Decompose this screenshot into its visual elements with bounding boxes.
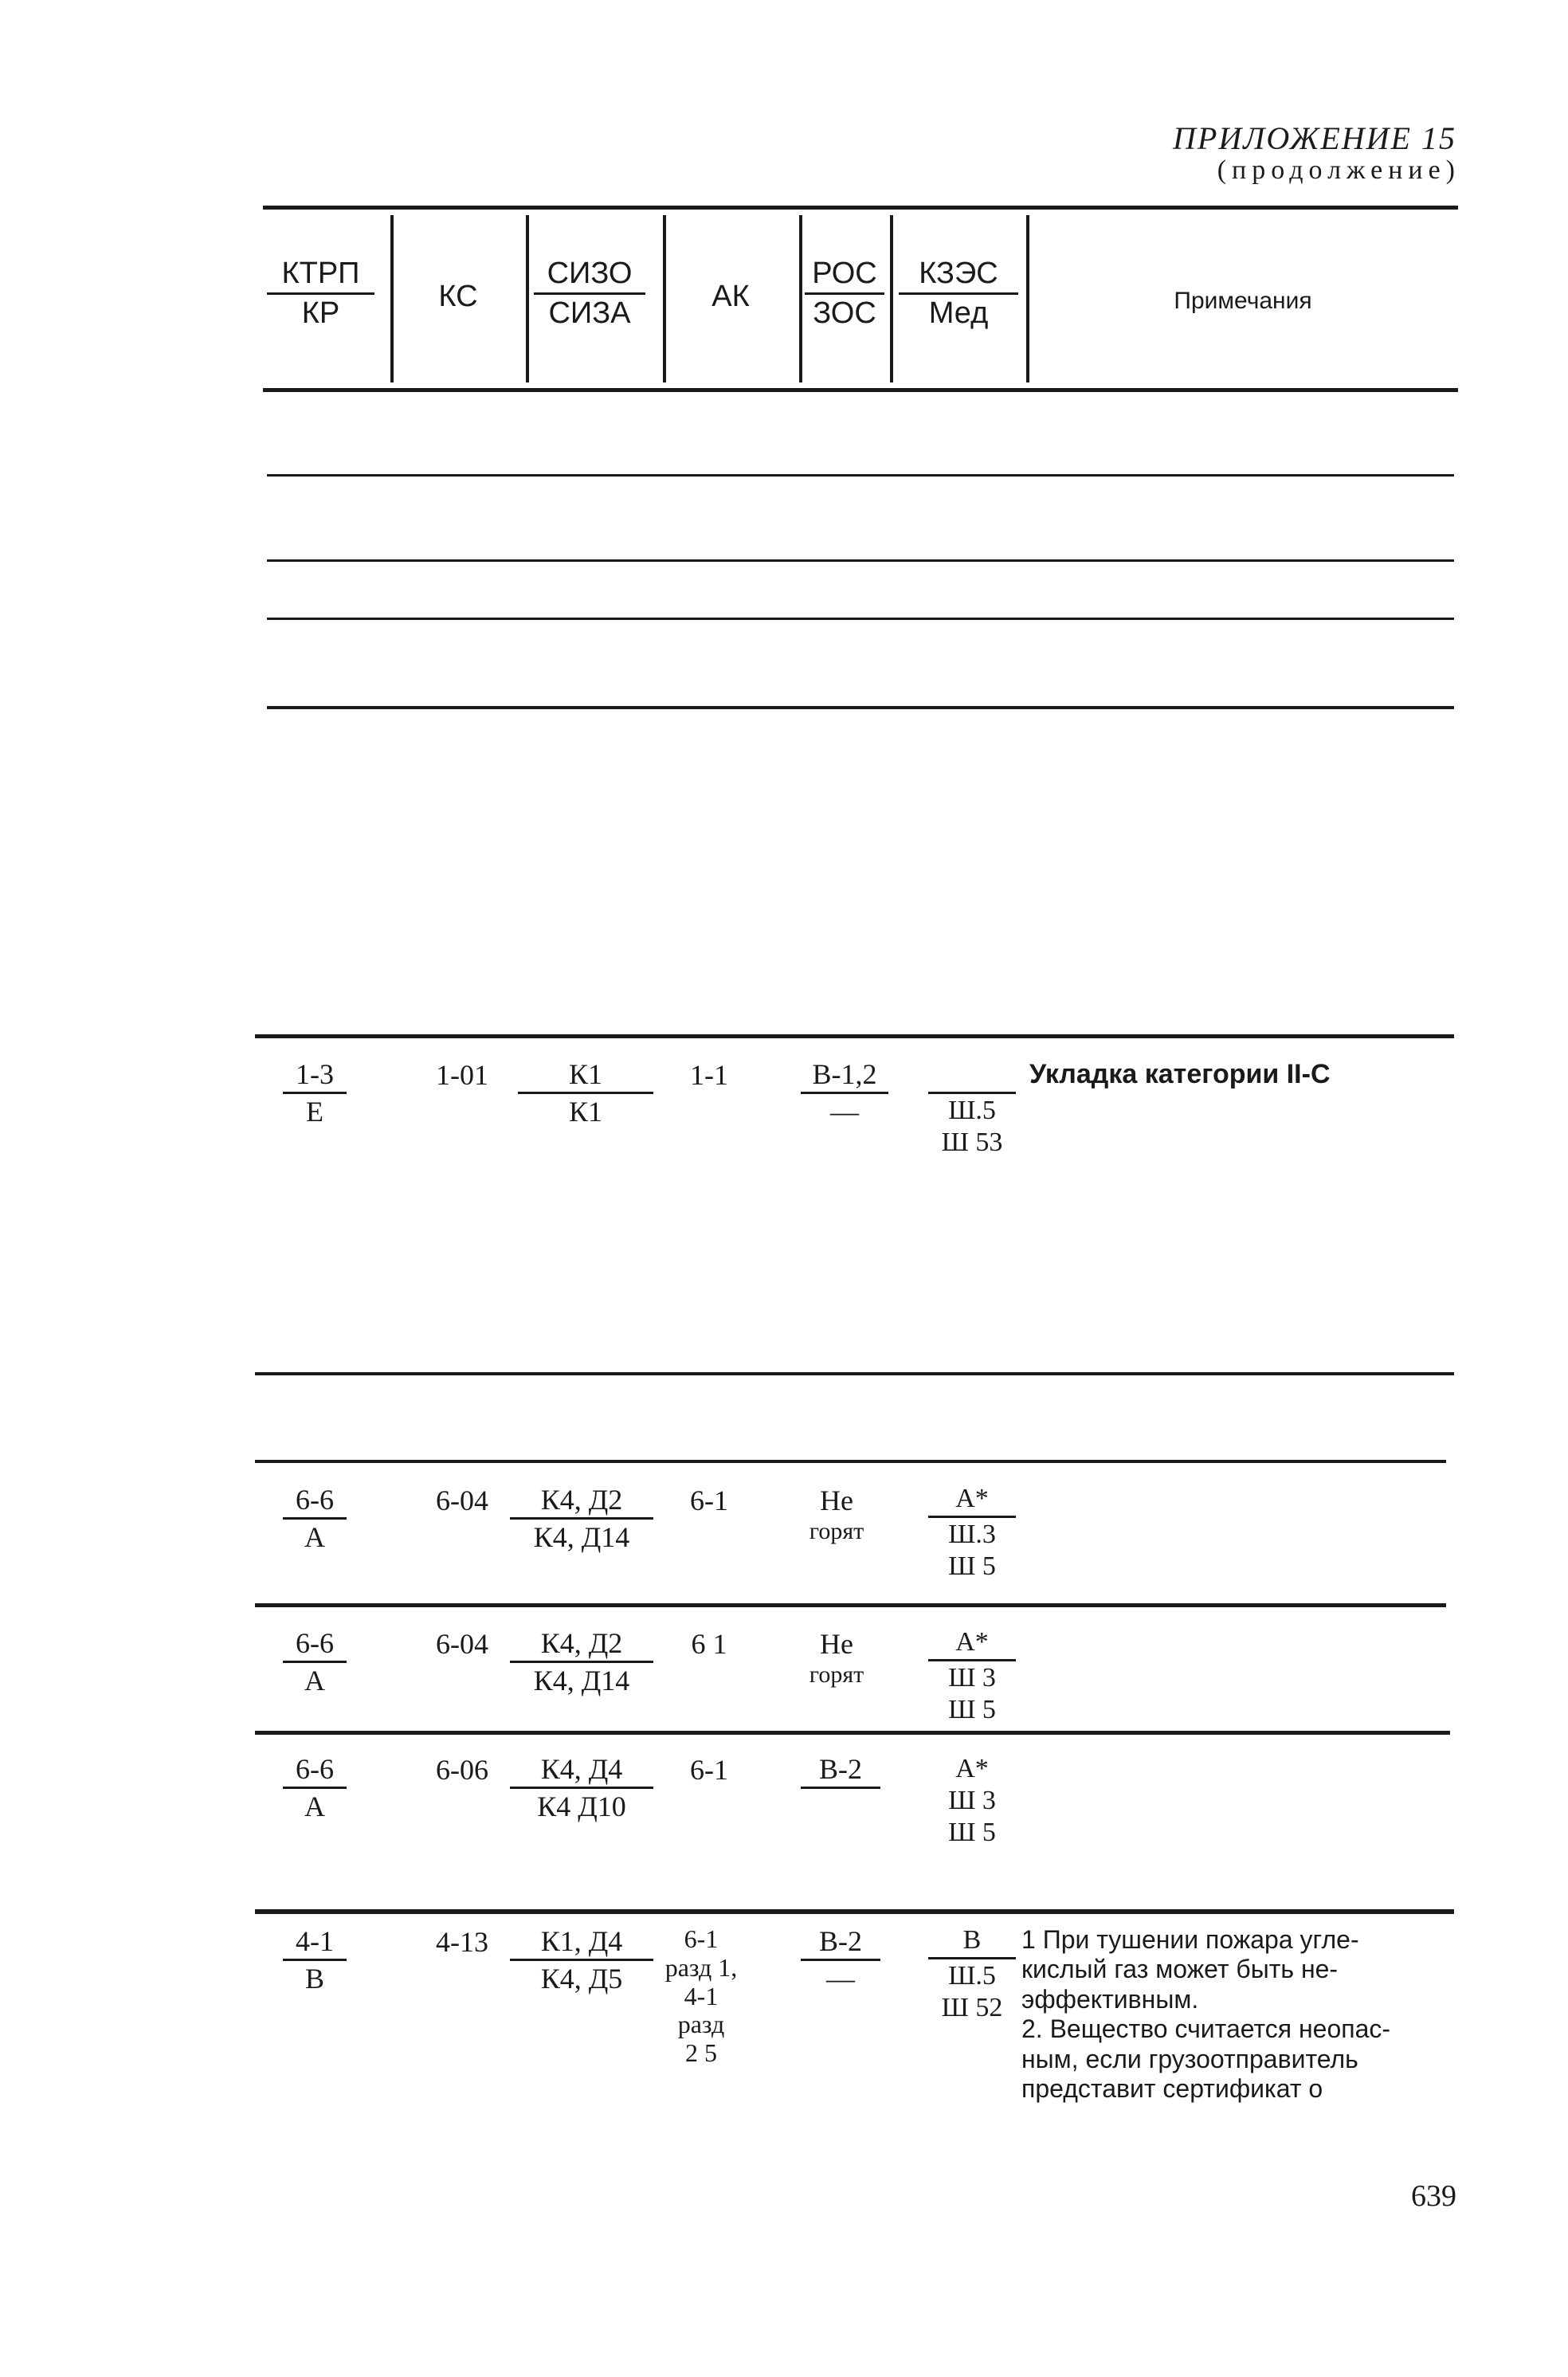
col-header-sizo-bottom: СИЗА <box>548 296 631 330</box>
row4-ros-top: В-2 <box>801 1753 880 1789</box>
col-divider <box>890 215 893 382</box>
section-rule <box>255 1460 1446 1463</box>
appendix-subtitle: (продолжение) <box>1217 155 1460 185</box>
row5-ak-line: разд <box>677 2010 725 2039</box>
row5-ks: 4-13 <box>436 1926 488 1958</box>
row4-sizo <box>510 1753 653 1823</box>
row1-kzes-bottom: Ш.5 <box>948 1096 996 1125</box>
col-header-sizo-top: СИЗО <box>534 257 645 295</box>
table-top-rule <box>263 206 1458 210</box>
col-header-kzes-top: КЗЭС <box>899 257 1018 295</box>
row1-kzes <box>928 1058 1016 1158</box>
row2-ktrp <box>283 1484 347 1554</box>
row5-ktrp-top: 4-1 <box>283 1925 347 1961</box>
row3-ktrp <box>283 1627 347 1697</box>
row5-ak-line: 4-1 <box>684 1981 719 2010</box>
row-top-rule <box>255 1034 1454 1038</box>
col-divider <box>390 215 394 382</box>
row1-sizo-top: К1 <box>518 1058 653 1094</box>
row5-ktrp-bottom: В <box>304 1963 324 1995</box>
col-header-ktrp-top: КТРП <box>267 257 374 295</box>
row2-ak: 6-1 <box>690 1485 728 1516</box>
col-header-ros-top: РОС <box>805 257 884 295</box>
row3-ak: 6 1 <box>691 1628 727 1660</box>
empty-row-rule <box>267 559 1454 562</box>
row2-sizo-bottom: К4, Д14 <box>533 1521 630 1554</box>
row-top-rule <box>255 1603 1446 1607</box>
row1-kzes-extra: Ш 53 <box>941 1128 1003 1158</box>
empty-row-rule <box>267 706 1454 709</box>
row2-ros <box>789 1484 884 1546</box>
row2-kzes-top: А* <box>928 1484 1016 1518</box>
appendix-title: ПРИЛОЖЕНИЕ 15 <box>1173 120 1456 156</box>
row1-ros <box>801 1058 888 1128</box>
row5-ros-top: В-2 <box>801 1925 880 1961</box>
row5-ktrp <box>283 1925 347 1995</box>
row1-sizo-bottom: К1 <box>568 1096 602 1128</box>
row4-ros-bottom <box>801 1789 880 1791</box>
row3-ks: 6-04 <box>436 1628 488 1660</box>
row4-ak: 6-1 <box>690 1754 728 1786</box>
col-header-ks: КС <box>438 280 478 313</box>
row5-kzes-bottom: Ш.5 <box>948 1961 996 1991</box>
row3-kzes-top: А* <box>928 1627 1016 1661</box>
row2-ktrp-top: 6-6 <box>283 1484 347 1520</box>
table-header-bottom-rule <box>263 388 1458 392</box>
row3-ros-top: Не <box>820 1628 853 1660</box>
row5-note-line: эффективным. <box>1021 1984 1199 2014</box>
row4-ks: 6-06 <box>436 1754 488 1786</box>
row1-notes: Укладка категории II-С <box>1029 1059 1331 1089</box>
row5-note-line: 2. Вещество считается неопас- <box>1021 2014 1391 2044</box>
row3-ktrp-bottom: А <box>304 1665 325 1697</box>
row1-ros-top: В-1,2 <box>801 1058 888 1094</box>
row3-ros-bottom: горят <box>809 1661 864 1689</box>
row4-ros <box>801 1753 880 1791</box>
row5-ak-line: 2 5 <box>685 2038 717 2068</box>
col-header-notes: Примечания <box>1174 288 1312 314</box>
row-top-rule <box>255 1731 1450 1735</box>
row4-kzes-extra: Ш 5 <box>948 1818 996 1848</box>
row5-ros <box>801 1925 880 1995</box>
row3-sizo-top: К4, Д2 <box>510 1627 653 1663</box>
row4-sizo-bottom: К4 Д10 <box>537 1791 626 1823</box>
row2-sizo-top: К4, Д2 <box>510 1484 653 1520</box>
row5-ak-line: 6-1 <box>684 1924 719 1953</box>
row2-ks: 6-04 <box>436 1485 488 1516</box>
col-divider <box>799 215 802 382</box>
col-header-sizo <box>534 257 645 330</box>
row5-sizo-top: К1, Д4 <box>510 1925 653 1961</box>
row5-sizo-bottom: К4, Д5 <box>540 1963 623 1995</box>
row5-note-line: ным, если грузоотправитель <box>1021 2044 1358 2073</box>
row4-ktrp <box>283 1753 347 1823</box>
col-header-ak: АК <box>711 280 750 313</box>
row1-sizo <box>518 1058 653 1128</box>
row-top-rule <box>255 1909 1454 1914</box>
row3-kzes-extra: Ш 5 <box>948 1695 996 1725</box>
row5-notes <box>1021 1925 1468 2104</box>
row2-kzes <box>928 1484 1016 1582</box>
row3-ros <box>789 1627 884 1689</box>
row5-ak-line: разд 1, <box>664 1952 738 1982</box>
row4-ktrp-bottom: А <box>304 1791 325 1823</box>
row1-ktrp <box>283 1058 347 1128</box>
row2-kzes-extra: Ш 5 <box>948 1551 996 1582</box>
row2-sizo <box>510 1484 653 1554</box>
row5-note-line: представит сертификат о <box>1021 2074 1323 2104</box>
row1-ks: 1-01 <box>436 1059 488 1091</box>
row3-sizo <box>510 1627 653 1697</box>
row5-kzes <box>928 1925 1016 2023</box>
col-header-ros-bottom: ЗОС <box>813 296 876 330</box>
col-header-ros <box>805 257 884 330</box>
section-rule <box>255 1372 1454 1375</box>
col-header-kzes-bottom: Мед <box>928 296 989 330</box>
row1-ak: 1-1 <box>690 1059 728 1091</box>
page-number: 639 <box>1411 2179 1456 2213</box>
col-divider <box>663 215 666 382</box>
row5-sizo <box>510 1925 653 1995</box>
col-header-ktrp-bottom: КР <box>301 296 340 330</box>
row1-ktrp-bottom: Е <box>306 1096 323 1128</box>
row4-kzes <box>928 1753 1016 1849</box>
row1-kzes-top <box>928 1058 1016 1094</box>
row1-ros-bottom: — <box>830 1096 859 1128</box>
row1-ktrp-top: 1-3 <box>283 1058 347 1094</box>
row3-sizo-bottom: К4, Д14 <box>533 1665 630 1697</box>
row2-ros-top: Не <box>820 1485 853 1516</box>
row5-note-line: кислый газ может быть не- <box>1021 1955 1339 1984</box>
col-header-kzes <box>899 257 1018 330</box>
row4-sizo-top: К4, Д4 <box>510 1753 653 1789</box>
col-divider <box>526 215 529 382</box>
row3-ktrp-top: 6-6 <box>283 1627 347 1663</box>
row2-ros-bottom: горят <box>809 1518 864 1545</box>
row5-kzes-top: В <box>928 1925 1016 1959</box>
row2-kzes-bottom: Ш.3 <box>948 1520 996 1550</box>
row5-ak <box>641 1925 761 2068</box>
col-divider <box>1026 215 1029 382</box>
col-header-ktrp <box>267 257 374 330</box>
row5-ros-bottom: — <box>826 1963 855 1995</box>
row5-kzes-extra: Ш 52 <box>941 1993 1003 2023</box>
row3-kzes <box>928 1627 1016 1725</box>
row4-kzes-bottom: Ш 3 <box>948 1786 996 1816</box>
empty-row-rule <box>267 474 1454 477</box>
row4-kzes-top: А* <box>955 1754 989 1783</box>
row2-ktrp-bottom: А <box>304 1521 325 1554</box>
empty-row-rule <box>267 618 1454 620</box>
row4-ktrp-top: 6-6 <box>283 1753 347 1789</box>
row3-kzes-bottom: Ш 3 <box>948 1663 996 1693</box>
row5-note-line: 1 При тушении пожара угле- <box>1021 1925 1359 1954</box>
